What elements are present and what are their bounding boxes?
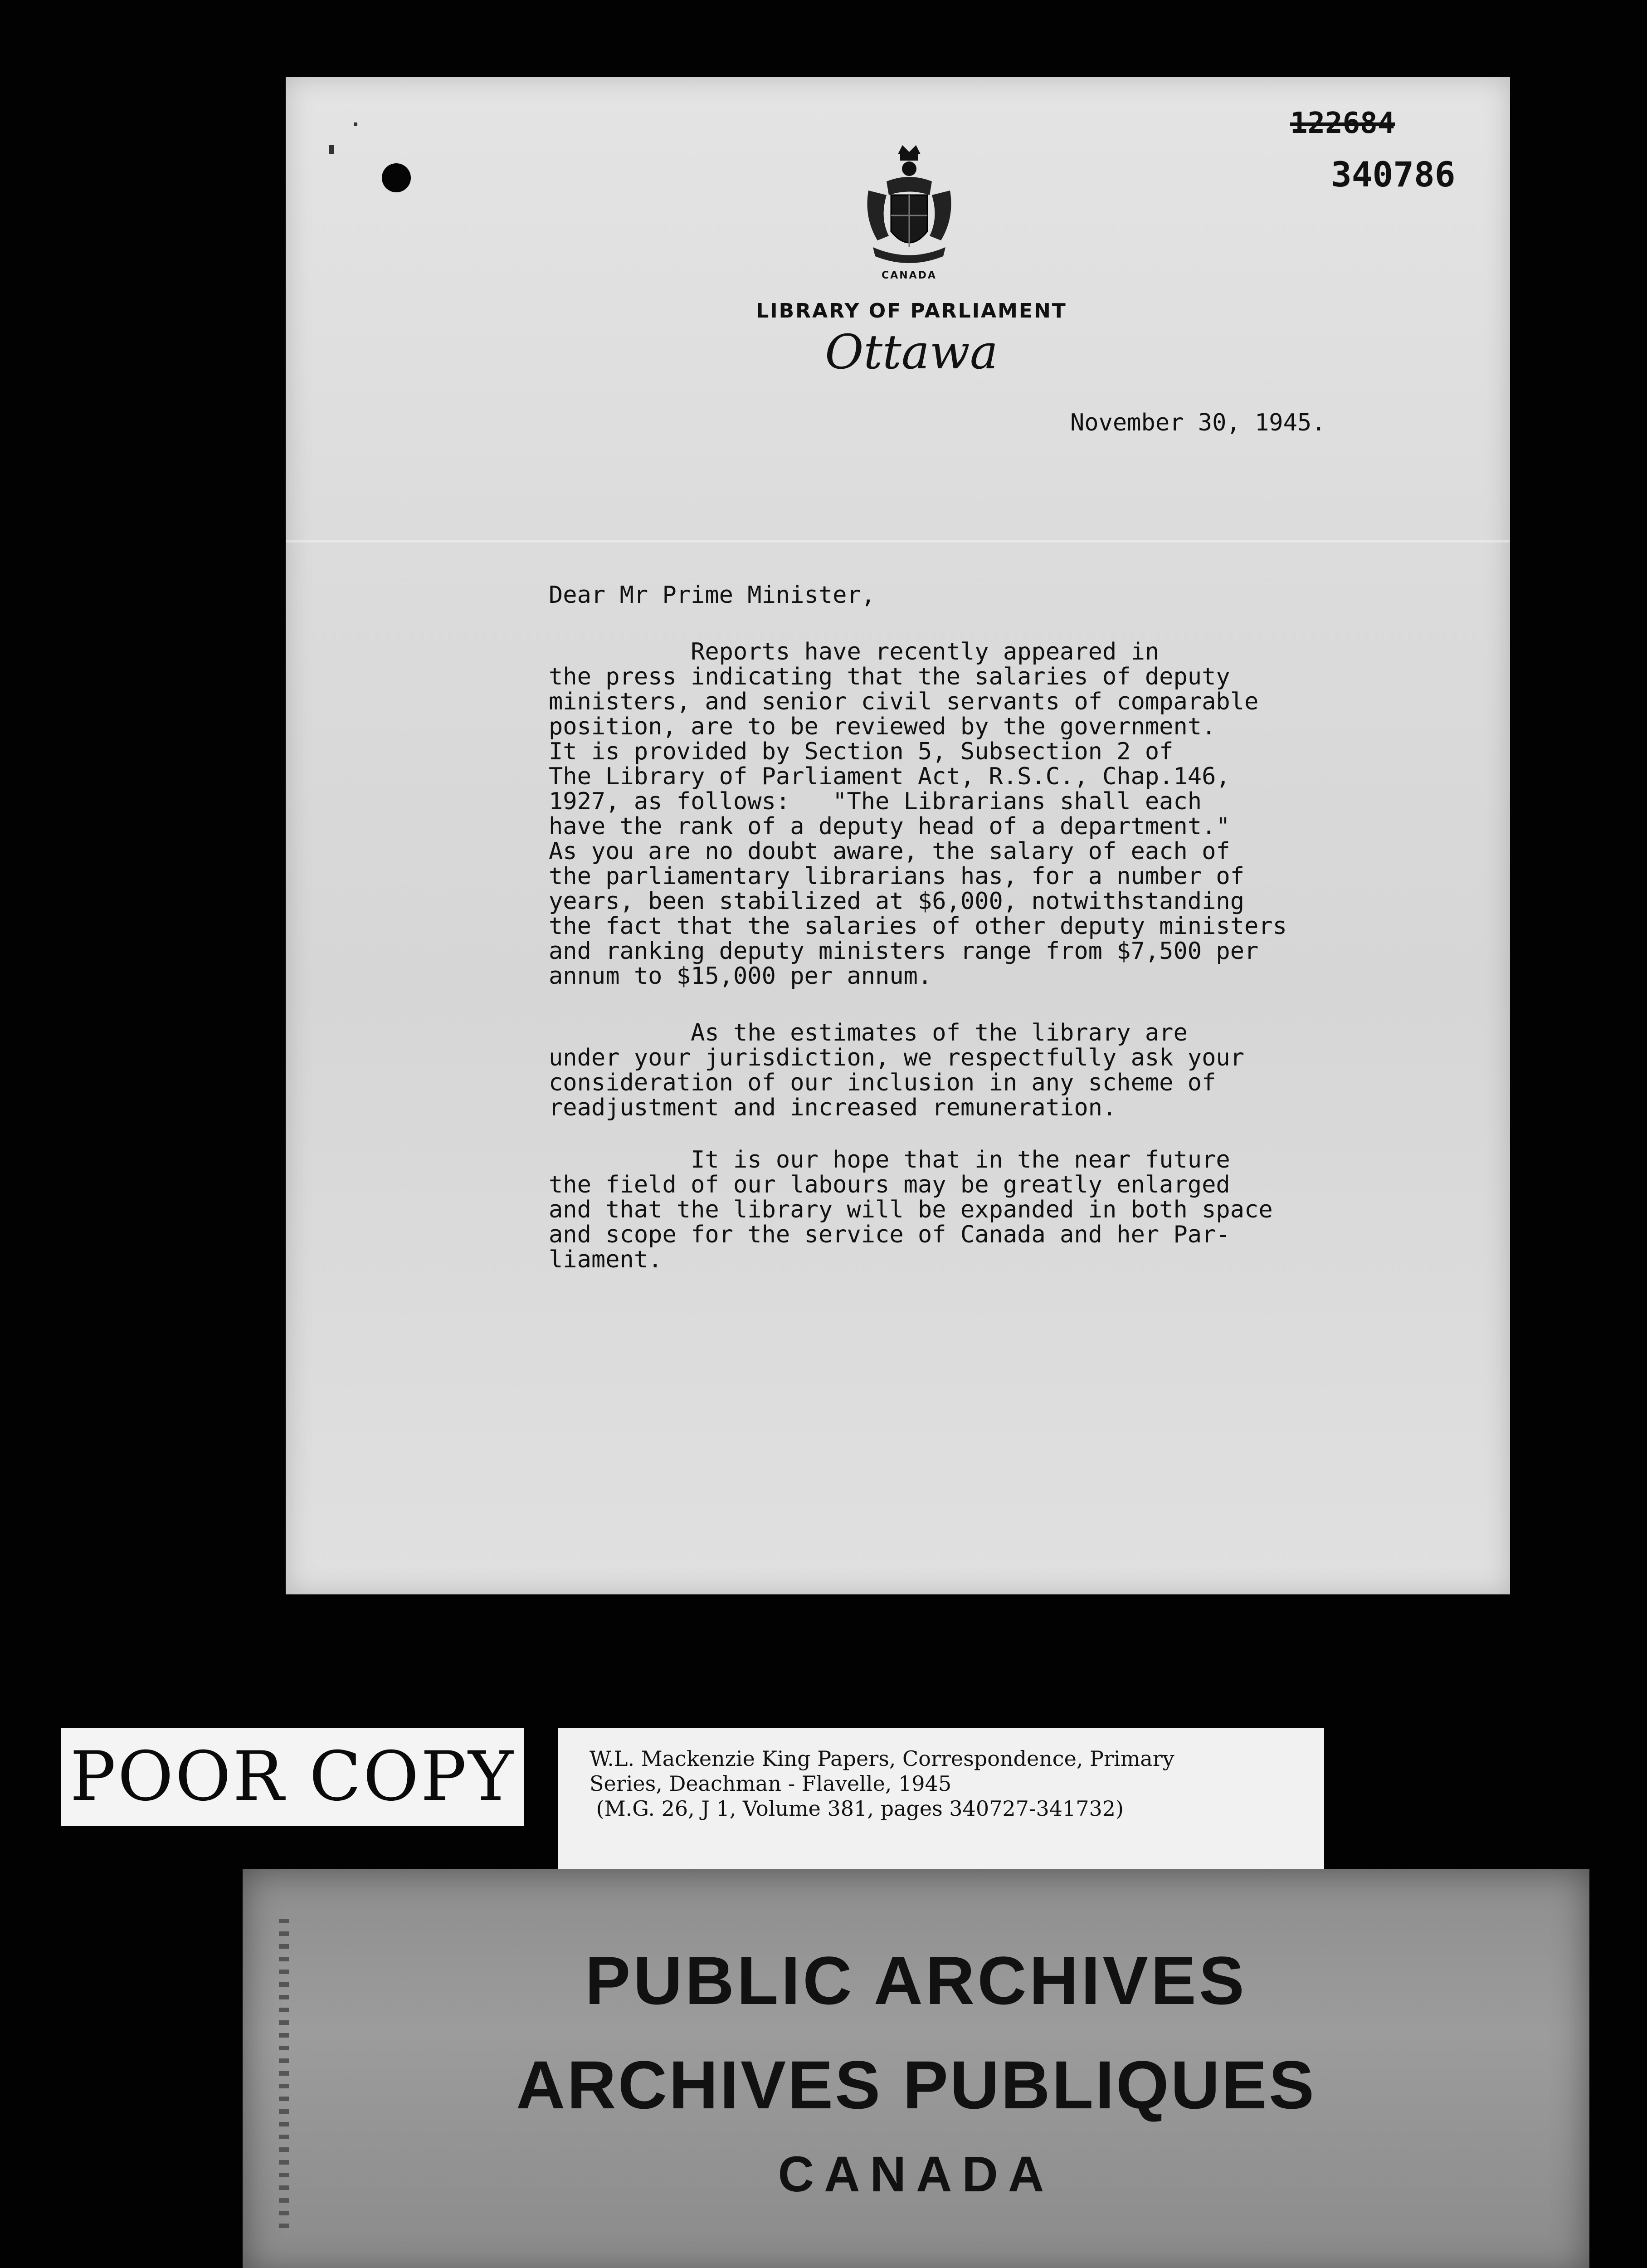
source-line: W.L. Mackenzie King Papers, Correspondence, Primary [590, 1746, 1174, 1771]
page-fold [286, 540, 1510, 543]
letter-paragraph: As the estimates of the library are under your jurisdiction, we respectfully ask your consideration of our inclusion in any scheme of readjustment and increased remuneration. [549, 1019, 1245, 1121]
source-line: (M.G. 26, J 1, Volume 381, pages 340727-341732) [590, 1796, 1124, 1821]
stamp-number-new: 340786 [1331, 154, 1456, 195]
letter-paragraph: Reports have recently appeared in the press indicating that the salaries of deputy ministers, and senior civil servants of comparable position, are to be reviewed by the government. It is provided by Section 5, Subsection 2 of The Library of Parliament Act, R.S.C., Chap.146, 1927, as follows: "The Librarians shall each have the rank of a deputy head of a department." As you are no doubt aware, the salary of each of the parliamentary librarians has, for a number of years, been stabilized at $6,000, notwithstanding the fact that the salaries of other deputy ministers and ranking deputy ministers range from $7,500 per annum to $15,000 per annum. [549, 638, 1287, 990]
page-speck [329, 145, 334, 154]
poor-copy-label: POOR COPY [61, 1728, 524, 1826]
archives-country: CANADA [778, 2146, 1054, 2202]
letter-date: November 30, 1945. [1070, 409, 1326, 436]
stamp-number-old: 122684 [1290, 107, 1395, 140]
letterhead-title: LIBRARY OF PARLIAMENT [756, 299, 1067, 323]
punch-hole [382, 163, 411, 192]
archives-title-en: PUBLIC ARCHIVES [585, 1942, 1247, 2019]
letter-salutation: Dear Mr Prime Minister, [549, 582, 876, 609]
letterhead-city: Ottawa [825, 324, 998, 380]
crest-label: CANADA [882, 270, 937, 281]
letter-page [286, 77, 1510, 1594]
archives-banner [243, 1869, 1589, 2268]
source-citation [558, 1728, 1324, 1873]
page-speck [354, 122, 357, 126]
letter-paragraph: It is our hope that in the near future the field of our labours may be greatly enlarged and that the library will be expanded in both space and scope for the service of Canada and her Par- liament. [549, 1146, 1273, 1273]
archives-title-fr: ARCHIVES PUBLIQUES [516, 2047, 1316, 2123]
source-line: Series, Deachman - Flavelle, 1945 [590, 1771, 952, 1796]
crest-icon [855, 141, 964, 272]
